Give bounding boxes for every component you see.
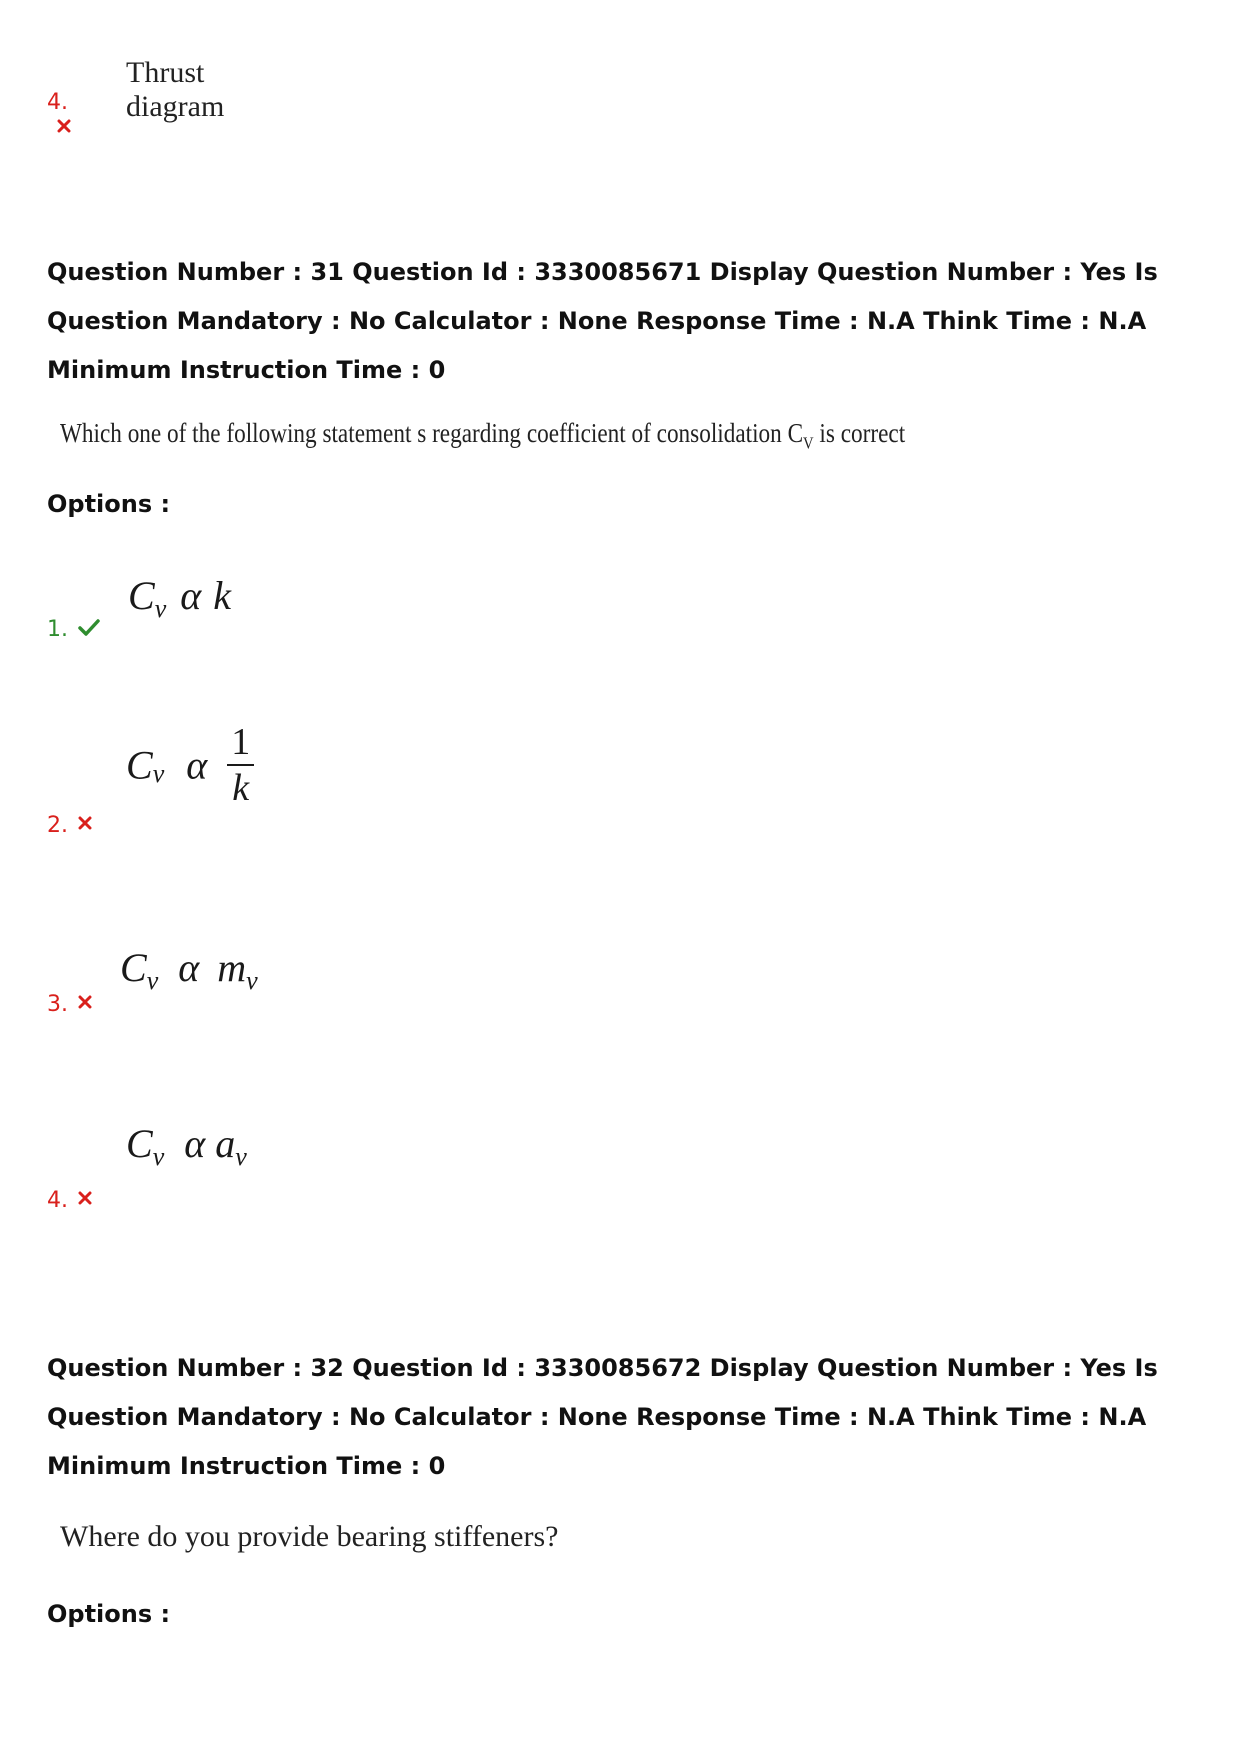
option-number: 4.: [47, 90, 68, 115]
cross-icon: [78, 994, 92, 1013]
check-icon: [78, 619, 100, 641]
question-meta: Question Number : 31 Question Id : 3330085671 Display Question Number : Yes Is Question Mandatory : No Calculator : None Response Time : N.A Think Time : N.A Minimum Instruction Time : 0: [47, 258, 1158, 384]
option-text: Thrust diagram: [126, 56, 225, 123]
option-number: 2.: [47, 813, 68, 838]
option-number: 3.: [47, 992, 68, 1017]
cross-icon: [78, 1190, 92, 1209]
option-3-formula: $C_v$ α $m_v$: [120, 945, 258, 995]
option-2: [47, 813, 92, 839]
cross-icon: [57, 118, 71, 137]
option-4-formula: $C_v$ α $a_v$: [126, 1121, 247, 1171]
options-label: Options :: [47, 1600, 171, 1628]
option-2-formula: $C_v$ α $\frac{1}{k}$: [126, 720, 254, 810]
question-meta: Question Number : 32 Question Id : 3330085672 Display Question Number : Yes Is Question Mandatory : No Calculator : None Response Time : N.A Think Time : N.A Minimum Instruction Time : 0: [47, 1354, 1158, 1480]
question-text: Which one of the following statement s regarding coefficient of consolidation $C_V$ is correct: [60, 418, 906, 453]
option-number: 1.: [47, 617, 68, 642]
option-1-formula: $C_v$ α k: [128, 573, 231, 623]
cross-icon: [78, 815, 92, 834]
options-label: Options :: [47, 490, 171, 518]
option-4: [47, 1188, 92, 1214]
option-3: [47, 992, 92, 1018]
fraction: $\frac{1}{k}$: [227, 720, 254, 810]
option-number: 4.: [47, 1188, 68, 1213]
option-1: [47, 617, 100, 643]
question-text: Where do you provide bearing stiffeners?: [60, 1520, 559, 1553]
